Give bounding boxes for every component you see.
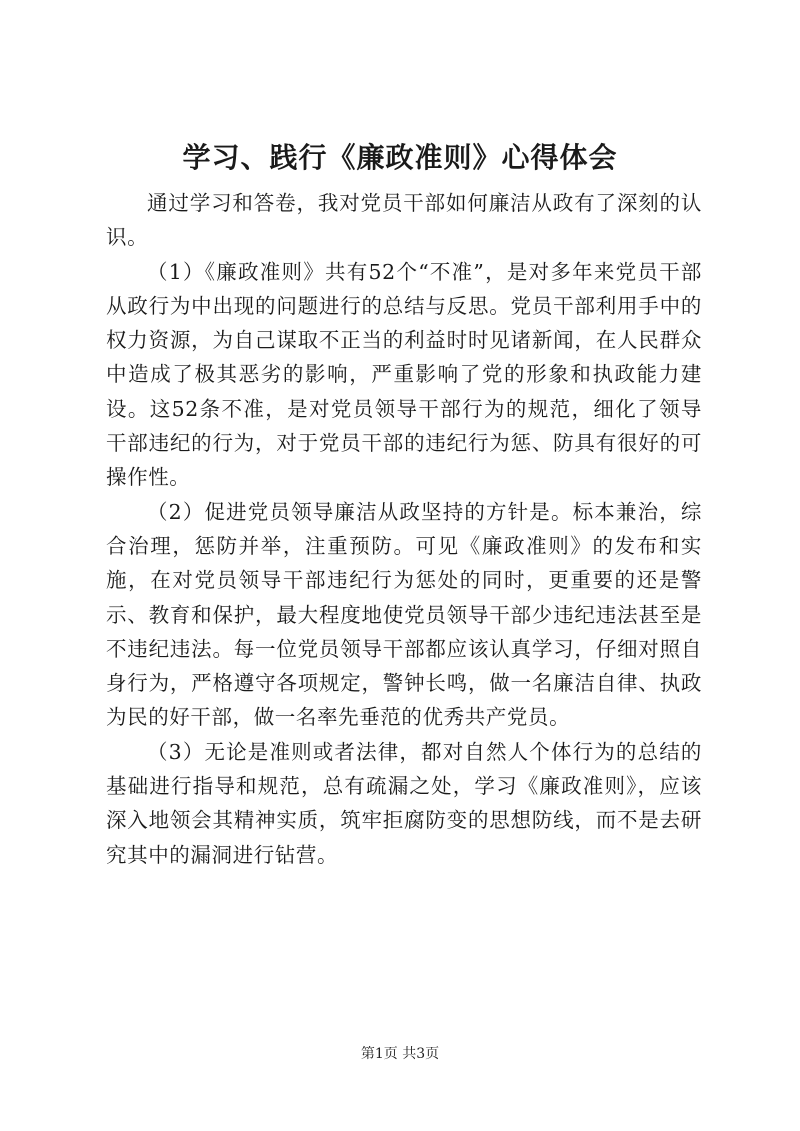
paragraph-point-2: （2）促进党员领导廉洁从政坚持的方针是。标本兼治，综合治理，惩防并举，注重预防。可见《廉政准则》的发布和实施，在对党员领导干部违纪行为惩处的同时，更重要的还是警示、教育和保护，最大程度地使党员领导干部少违纪违法甚至是不违纪违法。每一位党员领导干部都应该认真学习，仔细对照自身行为，严格遵守各项规定，警钟长鸣，做一名廉洁自律、执政为民的好干部，做一名率先垂范的优秀共产党员。	[106, 499, 702, 730]
document-body	[106, 186, 702, 872]
page-footer	[0, 1044, 800, 1064]
paragraph-intro: 通过学习和答卷，我对党员干部如何廉洁从政有了深刻的认识。	[106, 191, 702, 250]
paragraph-point-1: （1）《廉政准则》共有52个“不准”，是对多年来党员干部从政行为中出现的问题进行的总结与反思。党员干部利用手中的权力资源，为自己谋取不正当的利益时时见诸新闻，在人民群众中造成了极其恶劣的影响，严重影响了党的形象和执政能力建设。这52条不准，是对党员领导干部行为的规范，细化了领导干部违纪的行为，对于党员干部的违纪行为惩、防具有很好的可操作性。	[106, 259, 702, 490]
page-number: 第1页 共3页	[360, 1046, 440, 1062]
paragraph-point-3: （3）无论是准则或者法律，都对自然人个体行为的总结的基础进行指导和规范，总有疏漏之处，学习《廉政准则》，应该深入地领会其精神实质，筑牢拒腐防变的思想防线，而不是去研究其中的漏洞进行钻营。	[106, 739, 702, 867]
document-title: 学习、践行《廉政准则》心得体会	[182, 141, 618, 174]
